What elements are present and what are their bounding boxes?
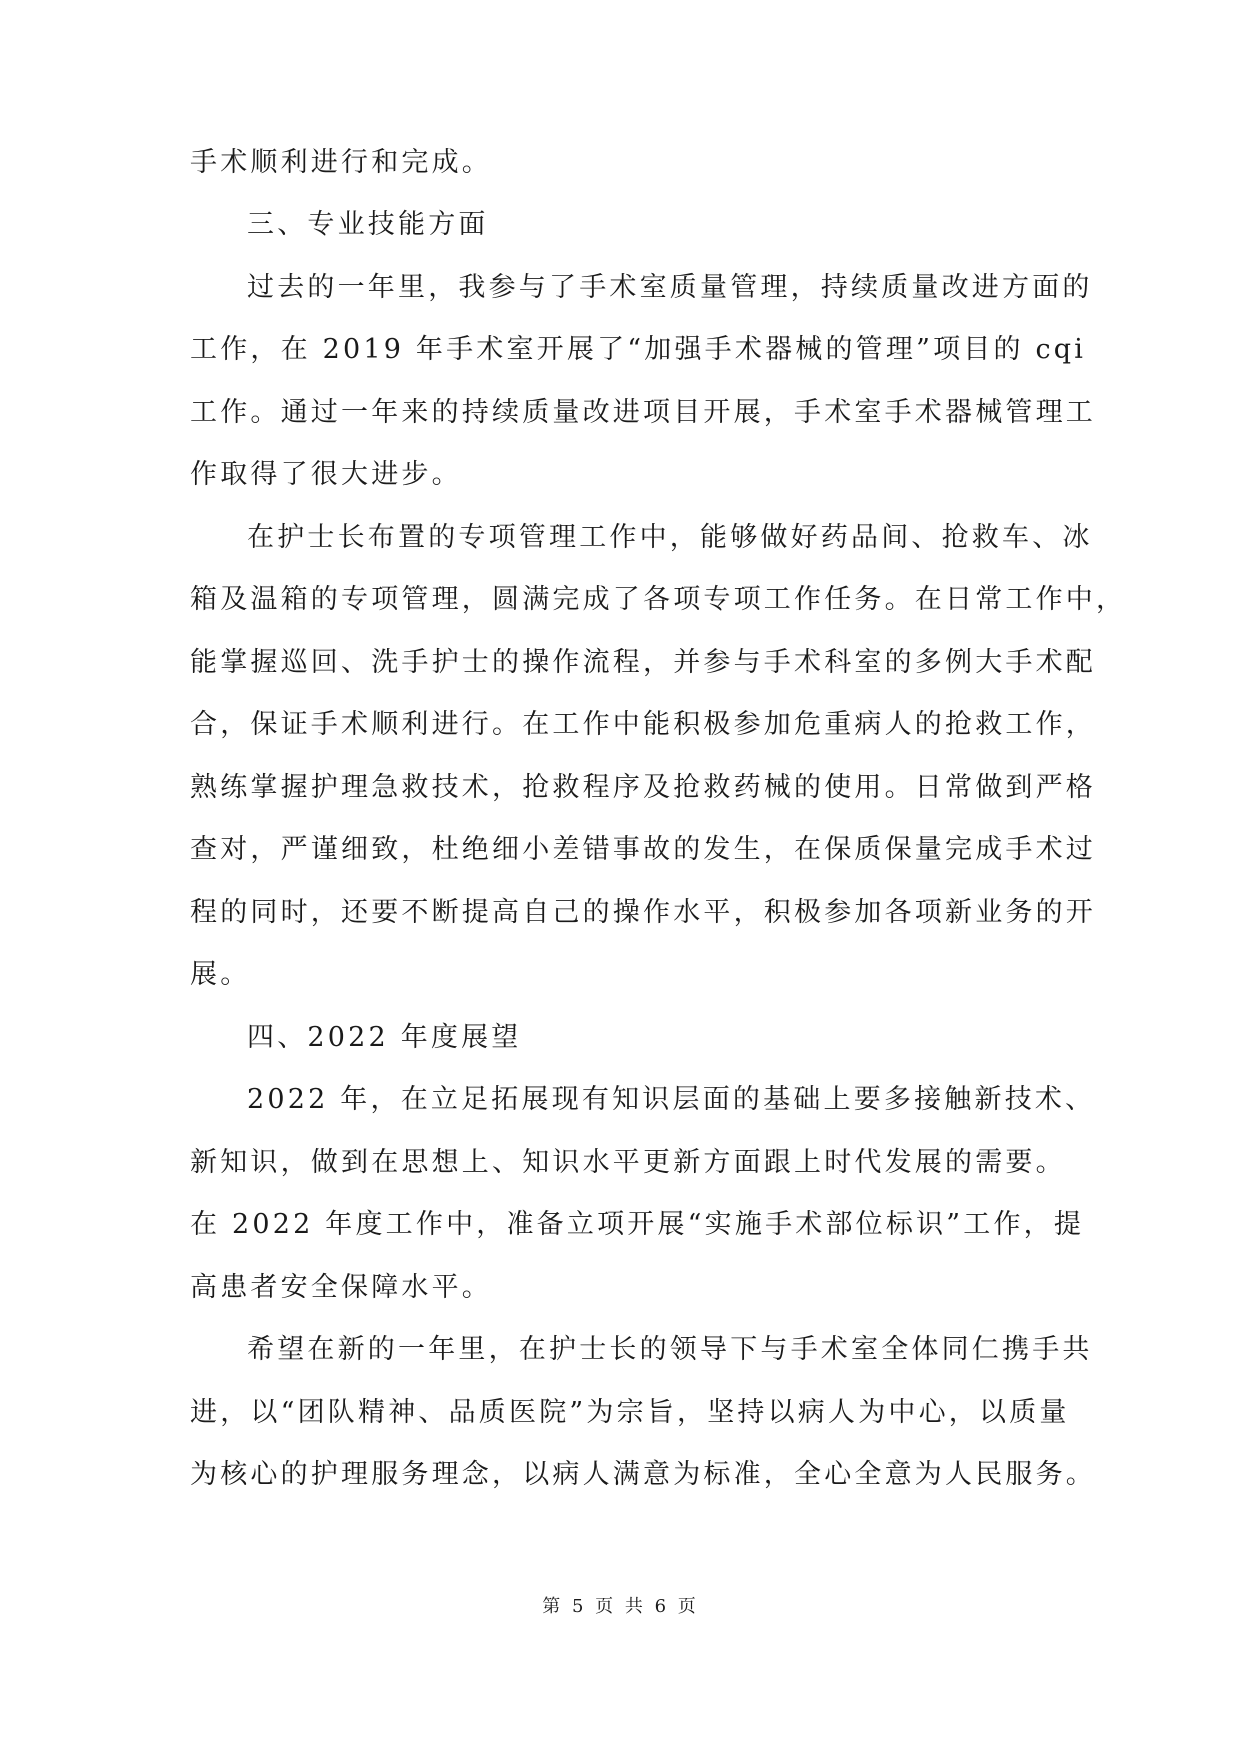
text-line: 在 2022 年度工作中，准备立项开展“实施手术部位标识”工作，提 (190, 1209, 1085, 1240)
text-line: 作取得了很大进步。 (190, 459, 462, 490)
text-line: 查对，严谨细致，杜绝细小差错事故的发生，在保质保量完成手术过 (190, 834, 1096, 865)
text-line: 手术顺利进行和完成。 (190, 147, 492, 178)
text-line: 过去的一年里，我参与了手术室质量管理，持续质量改进方面的 (247, 272, 1093, 303)
text-line: 熟练掌握护理急救技术，抢救程序及抢救药械的使用。日常做到严格 (190, 772, 1096, 803)
text-line: 能掌握巡回、洗手护士的操作流程，并参与手术科室的多例大手术配 (190, 647, 1096, 678)
text-line: 展。 (190, 959, 251, 990)
text-line: 为核心的护理服务理念，以病人满意为标准，全心全意为人民服务。 (190, 1459, 1096, 1490)
text-line: 程的同时，还要不断提高自己的操作水平，积极参加各项新业务的开 (190, 897, 1096, 928)
text-line: 合，保证手术顺利进行。在工作中能积极参加危重病人的抢救工作， (190, 709, 1096, 740)
text-line: 箱及温箱的专项管理，圆满完成了各项专项工作任务。在日常工作中， (190, 584, 1127, 615)
text-line: 新知识，做到在思想上、知识水平更新方面跟上时代发展的需要。 (190, 1147, 1066, 1178)
text-line: 工作，在 2019 年手术室开展了“加强手术器械的管理”项目的 cqi (190, 334, 1087, 365)
text-line: 希望在新的一年里，在护士长的领导下与手术室全体同仁携手共 (247, 1334, 1093, 1365)
text-line: 2022 年，在立足拓展现有知识层面的基础上要多接触新技术、 (247, 1084, 1096, 1115)
text-line: 在护士长布置的专项管理工作中，能够做好药品间、抢救车、冰 (247, 522, 1093, 553)
text-line: 进，以“团队精神、品质医院”为宗旨，坚持以病人为中心，以质量 (190, 1397, 1070, 1428)
section-heading: 四、2022 年度展望 (247, 1022, 522, 1053)
page-number-footer: 第 5 页 共 6 页 (542, 1596, 699, 1617)
section-heading: 三、专业技能方面 (247, 209, 489, 240)
text-line: 高患者安全保障水平。 (190, 1272, 492, 1303)
text-line: 工作。通过一年来的持续质量改进项目开展，手术室手术器械管理工 (190, 397, 1096, 428)
